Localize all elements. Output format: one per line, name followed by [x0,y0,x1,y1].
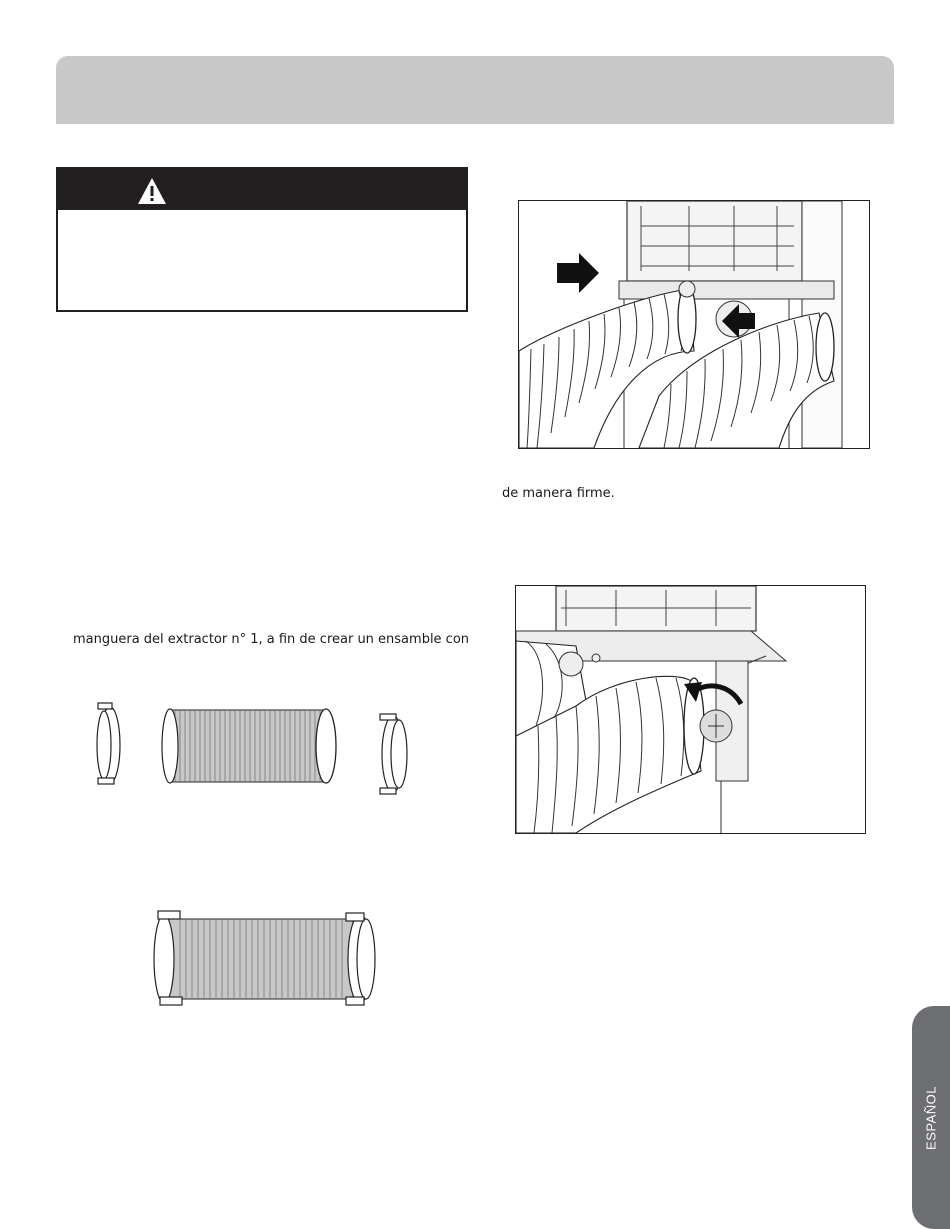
figure-hose-connection [518,200,870,449]
warning-triangle-icon [137,177,167,205]
page-header-bar [56,56,894,124]
warning-box [56,167,468,312]
arrow-right-icon [557,253,599,293]
figure-hose-parts [90,700,420,805]
figure-hose-assembled [150,905,380,1013]
language-side-tab [912,1006,950,1229]
warning-header [58,169,466,210]
language-tab-label: ESPAÑOL [923,1085,939,1150]
connect-caption: de manera firme. [502,486,615,501]
hose-connection-illustration [519,201,869,448]
figure-hose-rotate [515,585,866,834]
hose-caption: manguera del extractor n° 1, a fin de crear un ensamble con [73,632,470,647]
hose-rotate-illustration [516,586,865,833]
hose-assembled-illustration [150,905,380,1013]
hose-parts-illustration [90,700,420,805]
